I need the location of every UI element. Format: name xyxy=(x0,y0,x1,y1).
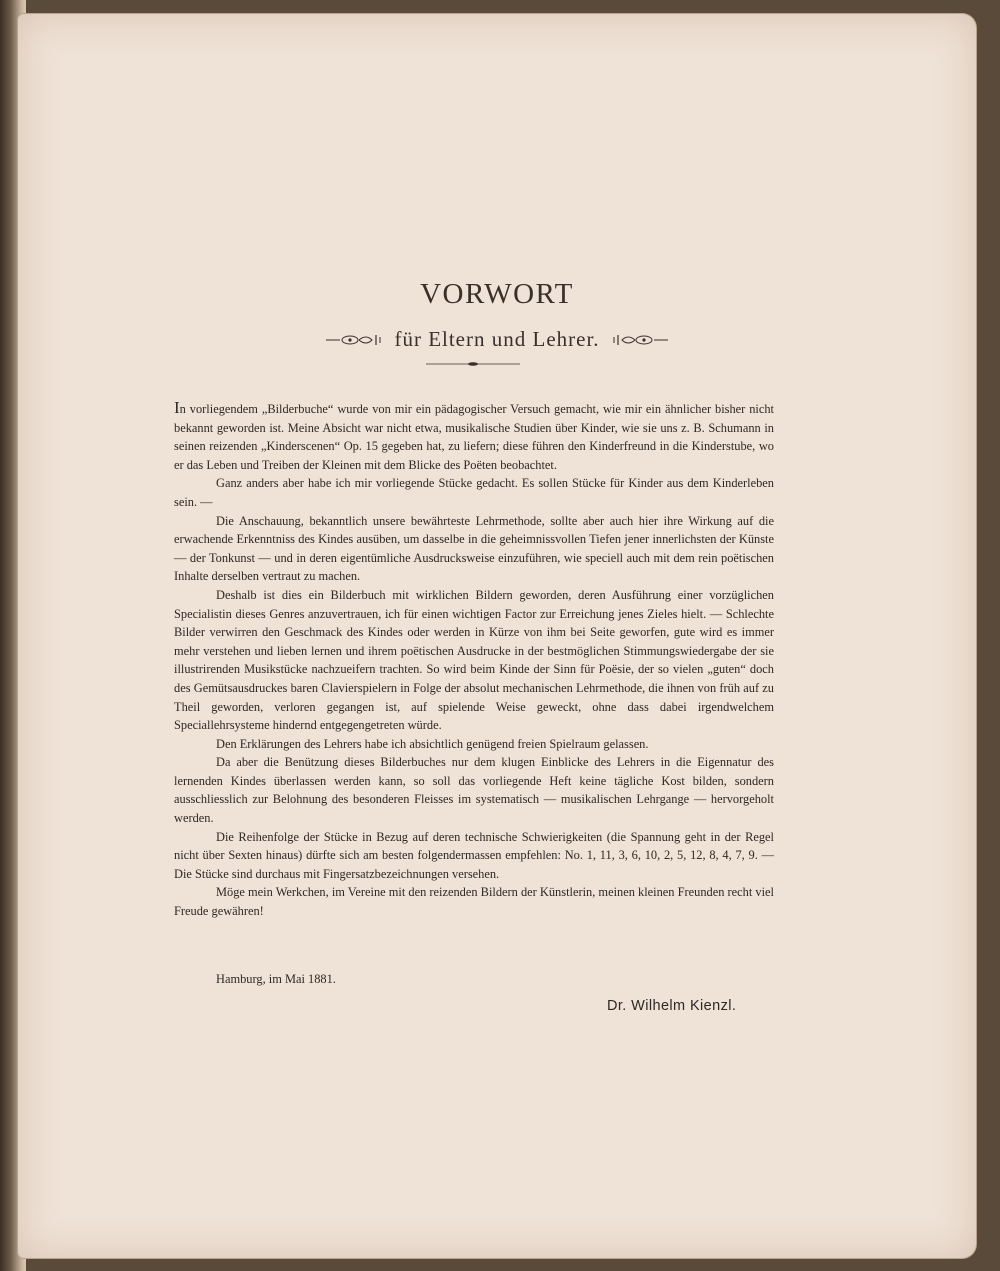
paragraph: Die Reihenfolge der Stücke in Bezug auf deren technische Schwierigkeiten (die Spannung geht in der Regel nicht über Sexten hinaus) dürfte sich am besten folgendermassen empfehlen: No. 1, 11, 3, 6, 10, 2, 5, 12, 8, 4, 7, 9. — Die Stücke sind durchaus mit Fingersatzbezeichnungen versehen. xyxy=(174,829,774,881)
page-subtitle: für Eltern und Lehrer. xyxy=(394,327,600,351)
left-ornament-icon xyxy=(326,333,384,347)
right-ornament-icon xyxy=(610,333,668,347)
foreword-body xyxy=(174,399,774,921)
signature: Dr. Wilhelm Kienzl. xyxy=(607,998,737,1014)
paragraph: Ganz anders aber habe ich mir vorliegende Stücke gedacht. Es sollen Stücke für Kinder aus dem Kinderleben sein. — xyxy=(174,476,774,509)
paragraph: Deshalb ist dies ein Bilderbuch mit wirklichen Bildern geworden, deren Ausführung einer vorzüglichen Specialistin dieses Genres anzuvertrauen, ich für einen wichtigen Factor zur Erreichung jenes Zieles hielt. — Schlechte Bilder verwirren den Geschmack des Kindes oder werden in Kürze von ihm bei Seite geworfen, gute wird es immer mehr verstehen und lieben lernen und ihrem poëtischen Ausdrucke in der bestmöglichen Stimmungswiedergabe der sie illustrirenden Musikstücke nachzueifern trachten. So wird beim Kinde der Sinn für Poësie, der so vielen „guten“ doch des Gemütsausdruckes baren Clavierspielern in Folge der absolut mechanischen Lehrmethode, die ihnen von früh auf zu Theil geworden, verloren gegangen ist, auf spielende Weise geweckt, ohne dass dabei irgendwelchem Speciallehrsysteme hindernd entgegengetreten würde. xyxy=(174,587,774,733)
paragraph: Die Anschauung, bekanntlich unsere bewährteste Lehrmethode, sollte aber auch hier ihre Wirkung auf die erwachende Erkenntniss des Kindes ausüben, um dasselbe in die geheimnissvollen Tiefen jener innerlichsten der Künste — der Tonkunst — und in deren eigentümliche Ausdrucksweise einzuführen, wie speciell auch mit dem rein poëtischen Inhalte derselben vertraut zu machen. xyxy=(174,513,774,584)
drop-cap: I xyxy=(174,398,180,417)
book-page xyxy=(18,14,976,1258)
page-title: VORWORT xyxy=(420,278,574,310)
divider-rule xyxy=(426,360,520,368)
paragraph: In vorliegendem „Bilderbuche“ wurde von mir ein pädagogischer Versuch gemacht, wie mir ein ähnlicher bisher nicht bekannt geworden ist. Meine Absicht war nicht etwa, musikalische Studien über Kinder, wie sie uns z. B. Schumann in seinen reizenden „Kinderscenen“ Op. 15 gegeben hat, zu liefern; diese führen den Kinderfreund in die Kinderstube, wo er das Leben und Treiben der Kleinen mit dem Blicke des Poëten beobachtet. xyxy=(174,398,774,472)
subtitle-row xyxy=(18,327,976,352)
paragraph: Den Erklärungen des Lehrers habe ich absichtlich genügend freien Spielraum gelassen. xyxy=(216,736,649,751)
date-line: Hamburg, im Mai 1881. xyxy=(216,972,336,986)
paragraph: Da aber die Benützung dieses Bilderbuches nur dem klugen Einblicke des Lehrers in die Eigennatur des lernenden Kindes überlassen werden kann, so soll das vorliegende Heft keine tägliche Kost bilden, sondern ausschliesslich zur Belohnung des besonderen Fleisses im systematisch — musikalischen Lehrgange — hervorgeholt werden. xyxy=(174,755,774,826)
paragraph: Möge mein Werkchen, im Vereine mit den reizenden Bildern der Künstlerin, meinen kleinen Freunden recht viel Freude gewähren! xyxy=(174,885,774,919)
